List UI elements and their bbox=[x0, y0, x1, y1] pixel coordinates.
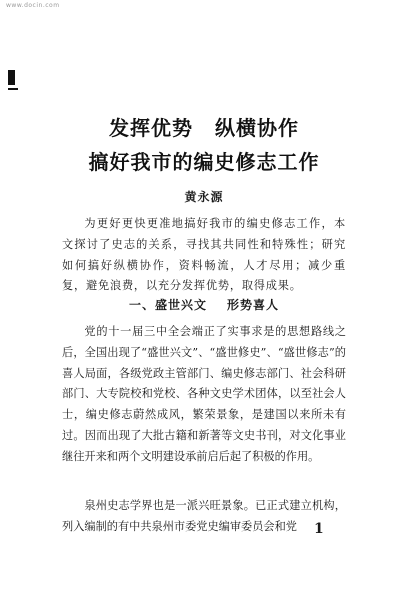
abstract-paragraph: 为更好更快更准地搞好我市的编史修志工作，本文探讨了史志的关系，寻找其共同性和特殊性；研究如何搞好纵横协作，资料畅流，人才尽用；减少重复，避免浪费，以充分发挥优势，取得成果。 bbox=[62, 217, 346, 293]
title-part-a: 发挥优势 bbox=[109, 116, 193, 140]
watermark: www.docin.com bbox=[6, 2, 60, 9]
section-part-b: 形势喜人 bbox=[227, 298, 280, 312]
page-number: 1 bbox=[314, 521, 324, 537]
corner-mark bbox=[8, 70, 18, 96]
author-name: 黄永源 bbox=[184, 190, 224, 204]
title-line-2: 搞好我市的编史修志工作 bbox=[88, 150, 320, 174]
section-heading bbox=[0, 296, 408, 313]
body-paragraph: 党的十一届三中全会端正了实事求是的思想路线之后，全国出现了“盛世兴文”、“盛世修史”、“盛世修志”的喜人局面，各级党政主管部门、编史修志部门、社会科研部门、大专院校和党校、各种文史学术团体，以至社会人士，编史修志蔚然成风，繁荣景象，是建国以来所未有过。因而出现了大批古籍和新著等文史书刊，对文化事业继往开来和两个文明建设承前启后起了积极的作用。 bbox=[62, 325, 346, 463]
body-paragraph: 泉州史志学界也是一派兴旺景象。已正式建立机构，列入编制的有中共泉州市委党史编审委员会和党 bbox=[62, 499, 346, 533]
section-number: 一、 bbox=[128, 298, 155, 312]
title-line-1 bbox=[0, 112, 408, 141]
title-part-b: 纵横协作 bbox=[215, 116, 299, 140]
section-part-a: 盛世兴文 bbox=[154, 298, 207, 312]
